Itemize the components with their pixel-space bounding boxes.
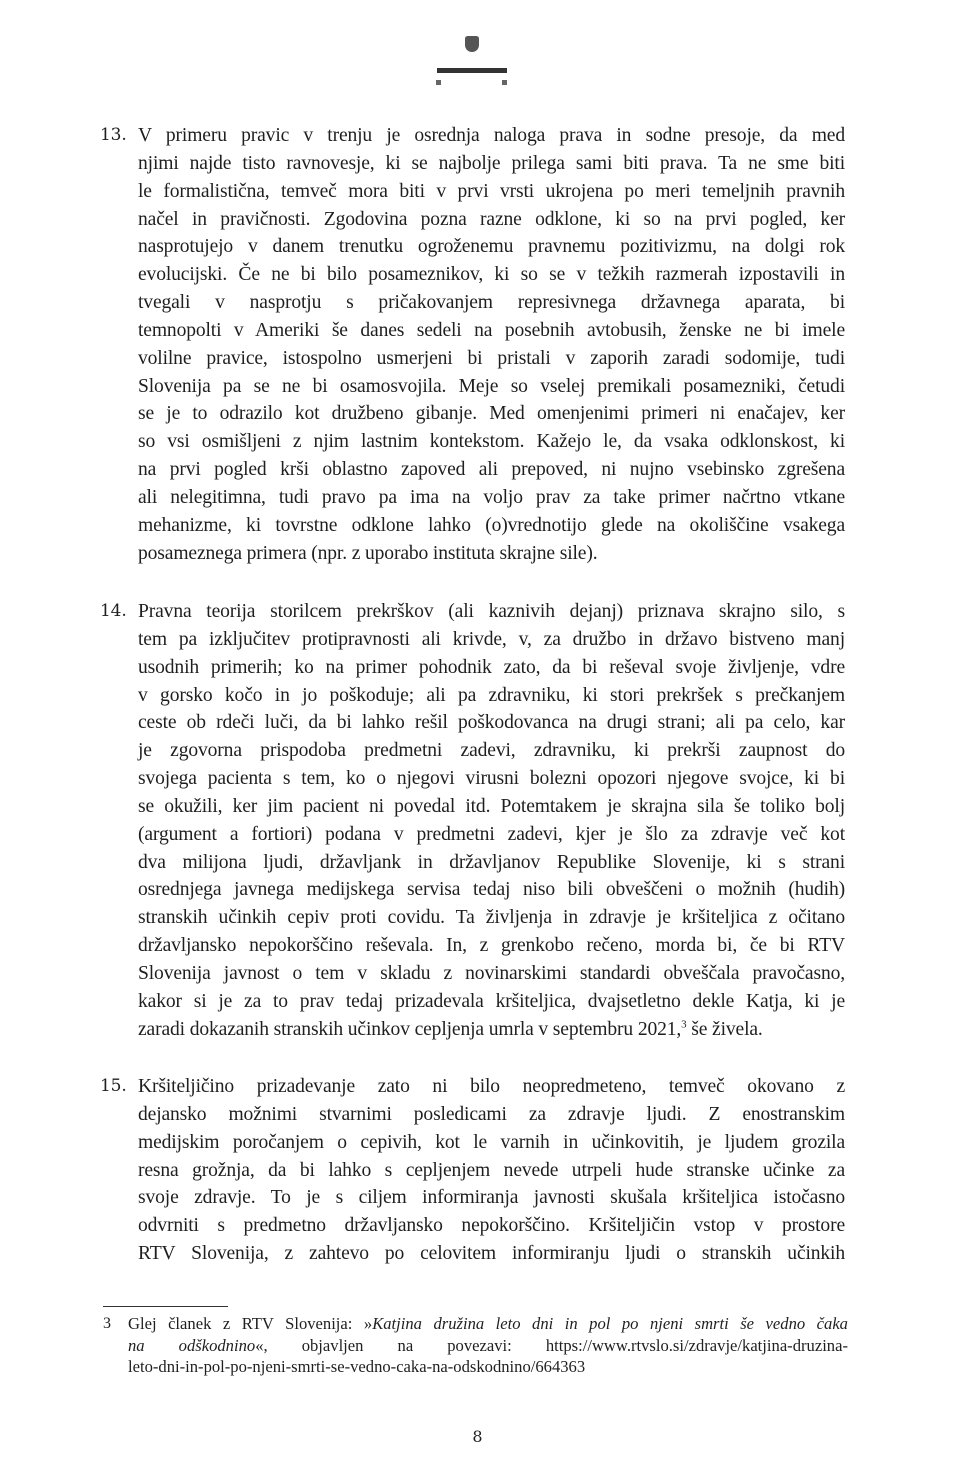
article-title: na odškodnino — [128, 1335, 256, 1355]
text-line: volilne pravice, istospolno usmerjeni bi pristali v zaporih zaradi sodomije, tudi — [138, 347, 845, 369]
text-line: posameznega primera (npr. z uporabo instituta skrajne sile). — [138, 542, 598, 564]
text-line: tvegali v nasprotju s pričakovanjem represivnega državnega aparata, bi — [138, 292, 845, 314]
text-line: (argument a fortiori) podana v predmetni zadevi, kjer je šlo za zdravje več kot — [138, 823, 845, 845]
text-line: usodnih primerih; ko na primer pohodnik zato, da bi reševal svoje življenje, vdre — [138, 656, 845, 678]
paragraph-number: 13. — [100, 125, 127, 145]
text-line: evolucijski. Če ne bi bilo posameznikov, ki so se v težkih razmerah izpostavili in — [138, 264, 845, 286]
footnote-link[interactable]: «, objavljen na povezavi: https://www.rtvslo.si/zdravje/katjina-druzina- — [255, 1335, 848, 1355]
footnote-prefix: Glej članek z RTV Slovenija: » — [128, 1314, 373, 1333]
text-line: ceste ob rdeči luči, da bi lahko rešil poškodovanca na drugi strani; ali pa celo, kar — [138, 712, 845, 734]
text-line: V primeru pravic v trenju je osrednja naloga prava in sodne presoje, da med — [138, 125, 845, 146]
text-line: se je to odrazilo kot družbeno gibanje. Med omenjenimi primeri ni enačajev, ker — [138, 403, 845, 425]
text-line: kakor si je za to prav tedaj prizadevala kršiteljica, dvajsetletno dekle Katja, ki je — [138, 990, 845, 1012]
paragraph-body — [138, 598, 845, 1044]
text-line: dva milijona ljudi, državljank in državljanov Republike Slovenije, ki s strani — [138, 851, 845, 873]
text-line: na prvi pogled krši oblastno zapoved ali prepoved, ni nujno vsebinsko zgrešena — [138, 459, 845, 481]
header-emblem — [420, 30, 530, 80]
text-line: temnopolti v Ameriki še danes sedeli na posebnih avtobusih, ženske ne bi imele — [138, 319, 845, 341]
text-line: svoje zdravje. To je s ciljem informiranja javnosti skušala kršiteljica istočasno — [138, 1187, 845, 1209]
text-line — [138, 1016, 845, 1044]
text-line: načel in pravičnosti. Zgodovina pozna razne odklone, ki so na prvi pogled, ker — [138, 208, 845, 230]
text-line: osrednjega javnega medijskega servisa tedaj niso bili obveščeni o možnih (hudih) — [138, 879, 845, 901]
text-segment: zaradi dokazanih stranskih učinkov cepljenja umrla v septembru 2021, — [138, 1018, 682, 1040]
text-line: Slovenija pa se ne bi osamosvojila. Meje so vselej premikali posamezniki, četudi — [138, 375, 845, 397]
emblem-bar — [437, 68, 507, 73]
text-line: je zgovorna prispodoba predmetni zadevi, zdravniku, ki prekrši zaupnost do — [138, 740, 845, 762]
footnote-line — [128, 1335, 848, 1357]
text-line: dejansko možnimi stvarnimi posledicami za zdravje ljudi. Z enostranskim — [138, 1103, 845, 1125]
footnote-reference[interactable]: 3 — [681, 1018, 687, 1031]
paragraph-13 — [100, 122, 845, 568]
article-title: Katjina družina leto dni in pol po njeni smrti še vedno čaka — [372, 1314, 848, 1333]
text-line: odvrniti s predmetno državljansko nepokorščino. Kršiteljičin vstop v prostore — [138, 1215, 845, 1237]
footnote-separator — [103, 1306, 228, 1307]
emblem-dot-left — [436, 80, 441, 85]
text-line: Slovenija javnost o tem v skladu z novinarskimi standardi obveščala pravočasno, — [138, 962, 845, 984]
text-line: medijskim poročanjem o cepivih, kot le varnih in učinkovitih, je ljudem grozila — [138, 1131, 845, 1153]
coat-of-arms-icon — [465, 36, 479, 52]
paragraph-number: 14. — [100, 601, 127, 621]
text-line: ali nelegitimna, tudi pravo pa ima na voljo prav za take primer načrtno vtkane — [138, 486, 845, 508]
page-number: 8 — [472, 1427, 483, 1446]
paragraph-14 — [100, 598, 845, 1044]
text-line: RTV Slovenija, z zahtevo po celovitem informiranju ljudi o stranskih učinkih — [138, 1243, 845, 1265]
footnote-3 — [103, 1313, 848, 1378]
text-line: nasprotujejo v danem trenutku ogroženemu pravnemu pozitivizmu, na dolgi rok — [138, 236, 845, 258]
text-line: le formalistična, temveč mora biti v prvi vrsti ukrojena po meri temeljnih pravnih — [138, 180, 845, 202]
paragraph-15 — [100, 1073, 845, 1268]
text-line: se okužili, ker jim pacient ni povedal itd. Potemtakem je skrajna sila še toliko bolj — [138, 795, 845, 817]
text-line: stranskih učinkih cepiv proti covidu. Ta življenja in zdravje je kršiteljica z očitano — [138, 907, 845, 929]
text-line: resna grožnja, da bi lahko s cepljenjem nevede utrpeli hude stranske učinke za — [138, 1159, 845, 1181]
text-line: tem pa izključitev protipravnosti ali krivde, v, za družbo in državo bistveno manj — [138, 628, 845, 650]
emblem-dot-right — [502, 80, 507, 85]
text-line: njimi najde tisto ravnovesje, ki se najbolje prilega sami biti prava. Ta ne sme biti — [138, 152, 845, 174]
text-segment: še živela. — [686, 1018, 763, 1040]
text-line: državljansko nepokorščino reševala. In, z grenkobo rečeno, morda bi, če bi RTV — [138, 935, 845, 957]
footnote-link-continued[interactable]: leto-dni-in-pol-po-njeni-smrti-se-vedno-caka-na-odskodnino/664363 — [128, 1357, 586, 1376]
paragraph-number: 15. — [100, 1076, 127, 1096]
text-line: svojega pacienta s tem, ko o njegovi virusni bolezni opozori njegove svojce, ki bi — [138, 768, 845, 790]
text-line: v gorsko kočo in jo poškoduje; ali pa zdravniku, ki stori prekršek s prečkanjem — [138, 684, 845, 706]
paragraph-body — [138, 1073, 845, 1268]
text-line: Kršiteljičino prizadevanje zato ni bilo neopredmeteno, temveč okovano z — [138, 1076, 845, 1097]
footnote-line — [128, 1313, 848, 1335]
paragraph-body — [138, 122, 845, 568]
text-line: so vsi osmišljeni z njim lastnim kontekstom. Kažejo le, da vsaka odklonskost, ki — [138, 431, 845, 453]
text-line: Pravna teorija storilcem prekrškov (ali kaznivih dejanj) priznava skrajno silo, s — [138, 601, 845, 622]
footnote-number: 3 — [103, 1315, 111, 1332]
text-line: mehanizme, ki tovrstne odklone lahko (o)vrednotijo glede na okoliščine vsakega — [138, 514, 845, 536]
footnote-body — [128, 1313, 848, 1378]
